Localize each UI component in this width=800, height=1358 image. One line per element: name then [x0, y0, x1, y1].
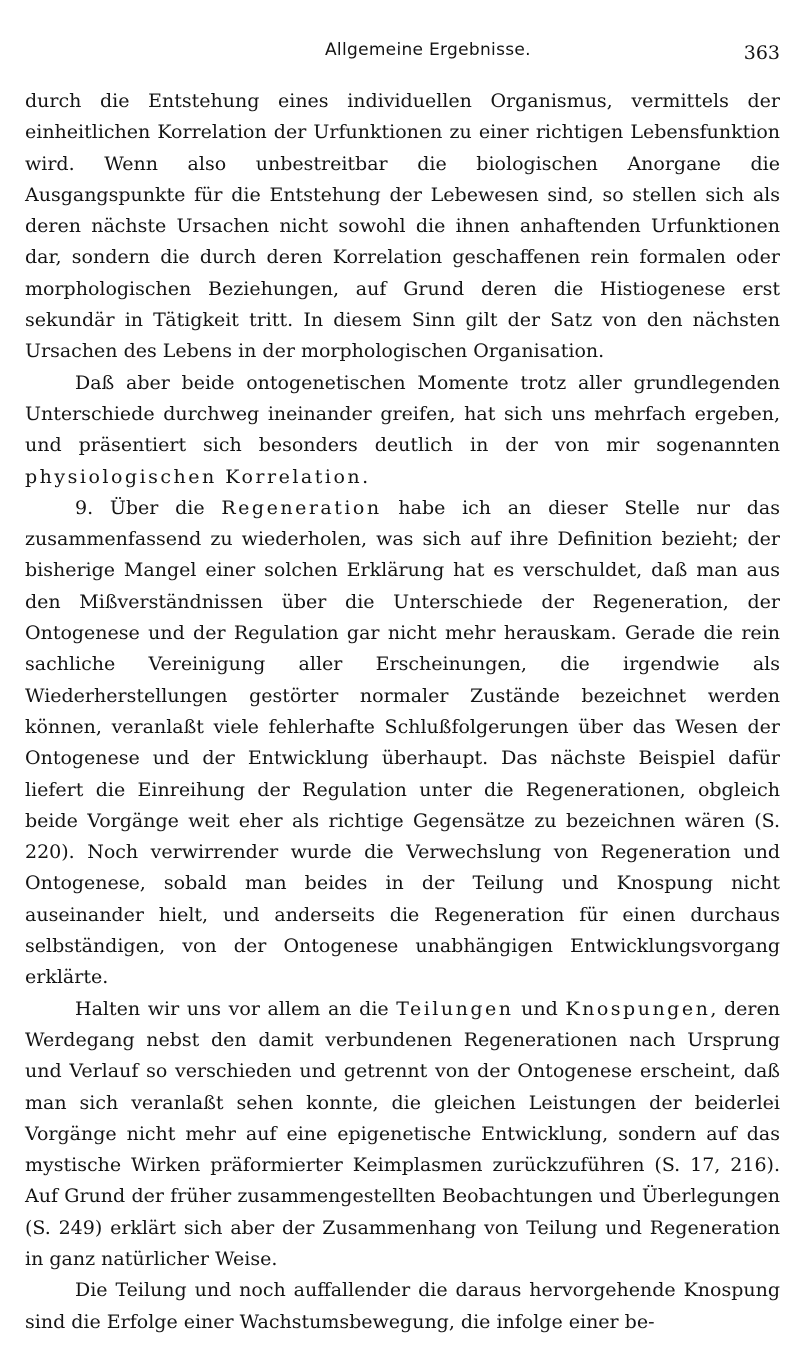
- text-run: durch die Entstehung eines individuellen Organismus, vermittels der einheitlichen Korrelation der Urfunktionen zu einer richtigen Lebensfunktion wird. Wenn also unbestreitbar die biologischen Anorgane die Ausgangspunkte für die Entstehung der Lebewesen sind, so stellen sich als deren nächste Ursachen nicht sowohl die ihnen anhaftenden Urfunktionen dar, sondern die durch deren Korrelation geschaffenen rein formalen oder morphologischen Beziehungen, auf Grund deren die Histiogenese erst sekundär in Tätigkeit tritt. In diesem Sinn gilt der Satz von den nächsten Ursachen des Lebens in der morphologischen Organisation.: [25, 90, 780, 363]
- text-run: habe ich an dieser Stelle nur das zusammenfassend zu wiederholen, was sich auf ihre Definition bezieht; der bisherige Mangel einer solchen Erklärung hat es verschuldet, daß man aus den Mißverständnissen über die Unterschiede der Regeneration, der Ontogenese und der Regulation gar nicht mehr herauskam. Gerade die rein sachliche Vereinigung aller Erscheinungen, die irgendwie als Wiederherstellungen gestörter normaler Zustände bezeichnet werden können, veranlaßt viele fehlerhafte Schlußfolgerungen über das Wesen der Ontogenese und der Entwicklung überhaupt. Das nächste Beispiel dafür liefert die Einreihung der Regulation unter die Regenerationen, obgleich beide Vorgänge weit eher als richtige Gegensätze zu bezeichnen wären (S. 220). Noch verwirrender wurde die Verwechslung von Regeneration und Ontogenese, sobald man beides in der Teilung und Knospung nicht auseinander hielt, und anderseits die Regeneration für einen durchaus selbständigen, von der Ontogenese unabhängigen Entwicklungsvorgang erklärte.: [25, 496, 781, 989]
- paragraph: [25, 994, 780, 1276]
- paragraph: [25, 86, 780, 368]
- emphasized-term: Regeneration: [221, 496, 382, 519]
- emphasized-term: Knospungen: [565, 997, 711, 1020]
- text-run: .: [362, 465, 369, 488]
- text-run: Halten wir uns vor allem an die: [75, 997, 397, 1020]
- text-run: Daß aber beide ontogenetischen Momente trotz aller grundlegenden Unterschiede durchweg ineinander greifen, hat sich uns mehrfach ergeben, und präsentiert sich besonders deutlich in der von mir sogenannten: [25, 371, 780, 457]
- paragraph: [25, 1275, 780, 1338]
- body-text: [25, 86, 780, 1338]
- text-run: und: [513, 997, 566, 1020]
- paragraph: [25, 493, 780, 994]
- text-run: Die Teilung und noch auffallender die daraus hervorgehende Knospung sind die Erfolge einer Wachstumsbewegung, die infolge einer be-: [25, 1279, 780, 1333]
- paragraph: [25, 368, 780, 493]
- running-title: Allgemeine Ergebnisse.: [325, 40, 531, 60]
- page-number: 363: [743, 42, 780, 64]
- text-run: 9. Über die: [75, 496, 222, 519]
- running-header: [25, 0, 780, 86]
- emphasized-term: Teilungen: [396, 997, 514, 1020]
- text-run: , deren Werdegang nebst den damit verbundenen Regenerationen nach Ursprung und Verlauf so verschieden und getrennt von der Ontogenese erscheint, daß man sich veranlaßt sehen konnte, die gleichen Leistungen der beiderlei Vorgänge nicht mehr auf eine epigenetische Entwicklung, sondern auf das mystische Wirken präformierter Keimplasmen zurückzuführen (S. 17, 216). Auf Grund der früher zusammengestellten Beobachtungen und Überlegungen (S. 249) erklärt sich aber der Zusammenhang von Teilung und Regeneration in ganz natürlicher Weise.: [25, 997, 780, 1270]
- emphasized-term: physiologischen Korrelation: [25, 465, 363, 488]
